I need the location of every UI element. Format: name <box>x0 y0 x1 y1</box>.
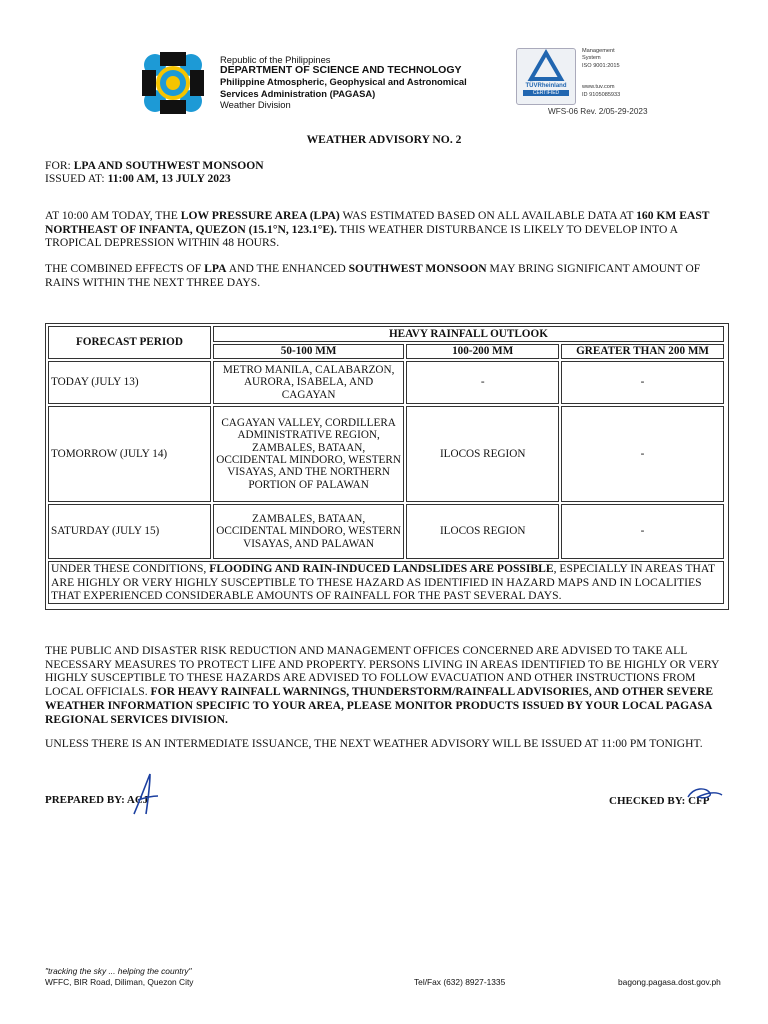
table-note-row <box>48 561 724 604</box>
prepared-initials: ACJ <box>126 794 149 806</box>
for-line <box>45 159 264 173</box>
for-value: LPA AND SOUTHWEST MONSOON <box>73 159 264 172</box>
text-run: MAY BRING SIGNIFICANT AMOUNT OF RAINS WITHIN THE NEXT THREE DAYS. <box>45 262 701 289</box>
dost-logo <box>142 52 204 114</box>
header-50-100mm: 50-100 MM <box>213 344 404 360</box>
text-run-bold: FOR HEAVY RAINFALL WARNINGS, THUNDERSTORM/RAINFALL ADVISORIES, AND OTHER SEVERE WEATHER INFORMATION SPECIFIC TO YOUR AREA, PLEASE MONITOR PRODUCTS ISSUED BY YOUR LOCAL PAGASA REGIONAL SERVICES DIVISION. <box>45 685 714 726</box>
cert-details <box>582 48 620 99</box>
header-100-200mm: 100-200 MM <box>406 344 559 360</box>
republic-text: Republic of the Philippines <box>220 54 331 65</box>
form-code: WFS-06 Rev. 2/05-29-2023 <box>548 107 648 116</box>
text-run: THIS WEATHER DISTURBANCE IS LIKELY TO DEVELOP INTO A TROPICAL DEPRESSION WITHIN 48 HOURS. <box>45 222 678 250</box>
rain-gt-200-cell: - <box>561 504 724 559</box>
rain-50-100-cell: METRO MANILA, CALABARZON, AURORA, ISABELA, AND CAGAYAN <box>213 361 404 404</box>
rain-gt-200-cell: - <box>561 406 724 502</box>
signature-mark <box>684 785 724 810</box>
text-run-bold: 160 KM EAST NORTHEAST OF INFANTA, QUEZON (15.1°N, 123.1°E). <box>45 209 710 236</box>
agency-line-1: Philippine Atmospheric, Geophysical and Astronomical <box>220 76 467 88</box>
text-run-bold: FLOODING AND RAIN-INDUCED LANDSLIDES ARE POSSIBLE <box>209 562 554 575</box>
for-label: FOR: <box>45 159 71 172</box>
cert-line: ISO 9001:2015 <box>582 62 620 69</box>
text-run-bold: LOW PRESSURE AREA (LPA) <box>180 209 340 222</box>
cert-line: System <box>582 55 601 62</box>
period-cell: TODAY (JULY 13) <box>48 361 211 404</box>
agency-block <box>220 54 467 110</box>
footer-telfax: Tel/Fax (632) 8927-1335 <box>414 977 506 987</box>
footer-tagline: "tracking the sky ... helping the country" <box>45 966 192 976</box>
text-run: AND THE ENHANCED <box>226 262 349 275</box>
footer-address: WFFC, BIR Road, Diliman, Quezon City <box>45 977 194 987</box>
rain-100-200-cell: - <box>406 361 559 404</box>
division-text: Weather Division <box>220 98 291 110</box>
paragraph-next-advisory <box>45 737 730 751</box>
signature-mark <box>128 770 164 825</box>
rain-50-100-cell: CAGAYAN VALLEY, CORDILLERA ADMINISTRATIVE REGION, ZAMBALES, BATAAN, OCCIDENTAL MINDORO, WESTERN VISAYAS, AND THE NORTHERN PORTION OF PALAWAN <box>213 406 404 502</box>
text-run-bold: SOUTHWEST MONSOON <box>348 262 487 275</box>
text-run: AT 10:00 AM TODAY, THE <box>45 209 181 222</box>
period-cell: TOMORROW (JULY 14) <box>48 406 211 502</box>
issued-label: ISSUED AT: <box>45 172 105 185</box>
table-note <box>48 561 724 604</box>
prepared-label: PREPARED BY: <box>45 794 125 806</box>
text-run: WAS ESTIMATED BASED ON ALL AVAILABLE DATA AT <box>339 209 637 222</box>
issued-line <box>45 172 231 186</box>
text-run-bold: LPA <box>204 262 227 275</box>
rainfall-outlook-table <box>45 323 729 610</box>
rain-50-100-cell: ZAMBALES, BATAAN, OCCIDENTAL MINDORO, WESTERN VISAYAS, AND PALAWAN <box>213 504 404 559</box>
text-run: UNDER THESE CONDITIONS, <box>51 562 210 575</box>
footer-website: bagong.pagasa.dost.gov.ph <box>618 977 721 987</box>
cert-line: Management <box>582 48 615 54</box>
checked-initials: CFP <box>688 795 710 807</box>
period-cell: SATURDAY (JULY 15) <box>48 504 211 559</box>
paragraph-public-advice <box>45 644 730 726</box>
cert-line: www.tuv.com <box>582 84 615 91</box>
cert-line: ID 9105085933 <box>582 91 621 98</box>
text-run: UNLESS THERE IS AN INTERMEDIATE ISSUANCE, THE NEXT WEATHER ADVISORY WILL BE ISSUED AT 11:00 PM TONIGHT. <box>45 737 703 750</box>
header-heavy-rainfall-outlook: HEAVY RAINFALL OUTLOOK <box>213 326 724 342</box>
tuv-certification-badge <box>516 48 576 105</box>
cert-badge-label: TÜVRheinland <box>525 83 567 89</box>
department-text: DEPARTMENT OF SCIENCE AND TECHNOLOGY <box>220 64 462 77</box>
rain-100-200-cell: ILOCOS REGION <box>406 406 559 502</box>
table-row <box>48 504 724 559</box>
paragraph-lpa-location <box>45 209 730 250</box>
issued-value: 11:00 AM, 13 JULY 2023 <box>107 172 231 185</box>
agency-line-2: Services Administration (PAGASA) <box>220 87 376 99</box>
tuv-triangle-icon <box>517 49 575 83</box>
paragraph-combined-effects <box>45 262 730 289</box>
table-row <box>48 361 724 404</box>
text-run: THE PUBLIC AND DISASTER RISK REDUCTION AND MANAGEMENT OFFICES CONCERNED ARE ADVISED TO TAKE ALL NECESSARY MEASURES TO PROTECT LIFE AND PROPERTY. PERSONS LIVING IN AREAS IDENTIFIED TO BE HIGHLY OR VERY HIGHLY SUSCEPTIBLE TO THESE HAZARDS ARE ADVISED TO FOLLOW EVACUATION AND OTHER INSTRUCTIONS FROM LOCAL OFFICIALS. <box>45 644 719 699</box>
advisory-title: WEATHER ADVISORY NO. 2 <box>306 133 462 146</box>
text-run: , ESPECIALLY IN AREAS THAT ARE HIGHLY OR VERY HIGHLY SUSCEPTIBLE TO THESE HAZARD AS IDENTIFIED IN HAZARD MAPS AND IN LOCALITIES THAT EXPERIENCED CONSIDERABLE AMOUNTS OF RAINFALL FOR THE PAST SEVERAL DAYS. <box>51 562 715 603</box>
checked-label: CHECKED BY: <box>609 795 686 807</box>
header-forecast-period: FORECAST PERIOD <box>48 326 211 359</box>
cert-badge-sub: CERTIFIED <box>523 90 569 96</box>
text-run: THE COMBINED EFFECTS OF <box>45 262 205 275</box>
table-row <box>48 406 724 502</box>
rain-100-200-cell: ILOCOS REGION <box>406 504 559 559</box>
rain-gt-200-cell: - <box>561 361 724 404</box>
header-gt-200mm: GREATER THAN 200 MM <box>561 344 724 360</box>
